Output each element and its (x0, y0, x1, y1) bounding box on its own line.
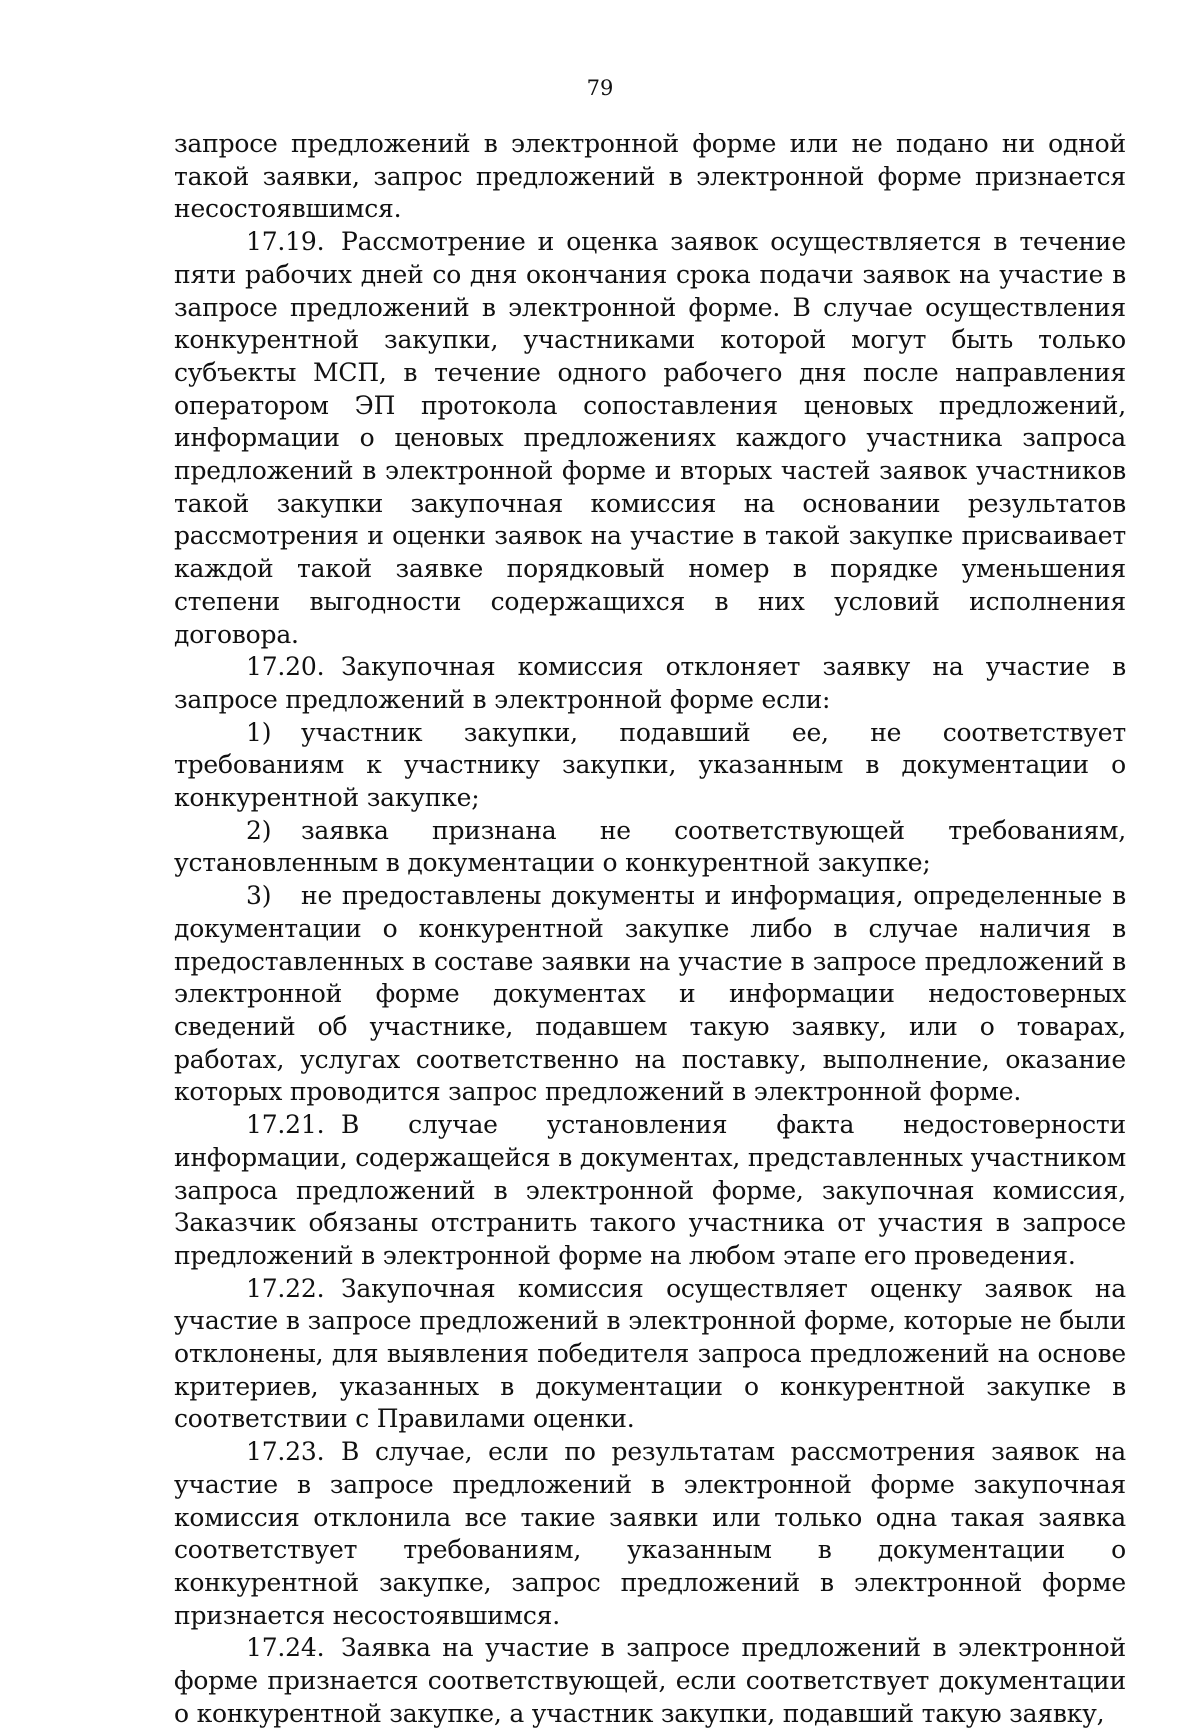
clause-text: Рассмотрение и оценка заявок осуществляется в течение пяти рабочих дней со дня окончания срока подачи заявок на участие в запросе предложений в электронной форме. В случае осуществления конкурентной закупки, участниками которой могут быть только субъекты МСП, в течение одного рабочего дня после направления оператором ЭП протокола сопоставления ценовых предложений, информации о ценовых предложениях каждого участника запроса предложений в электронной форме и вторых частей заявок участников такой закупки закупочная комиссия на основании результатов рассмотрения и оценки заявок на участие в такой закупке присваивает каждой такой заявке порядковый номер в порядке уменьшения степени выгодности содержащихся в них условий исполнения договора. (174, 227, 1126, 649)
list-item-text: заявка признана не соответствующей требованиям, установленным в документации о конкурентной закупке; (174, 815, 1126, 878)
clause-17-23 (174, 1436, 1126, 1632)
clause-text: В случае, если по результатам рассмотрения заявок на участие в запросе предложений в электронной форме закупочная комиссия отклонила все такие заявки или только одна такая заявка соответствует требованиям, указанным в документации о конкурентной закупке, запрос предложений в электронной форме признается несостоявшимся. (174, 1437, 1126, 1630)
list-item-2 (174, 815, 1126, 880)
paragraph-text: запросе предложений в электронной форме или не подано ни одной такой заявки, запрос предложений в электронной форме признается несостоявшимся. (174, 129, 1126, 224)
page-number: 79 (586, 76, 614, 100)
list-item-3 (174, 880, 1126, 1109)
clause-number: 17.22. (246, 1273, 325, 1303)
list-item-number: 2) (246, 815, 272, 845)
list-item-text: участник закупки, подавший ее, не соответствует требованиям к участнику закупки, указанным в документации о конкурентной закупке; (174, 717, 1126, 813)
clause-number: 17.21. (246, 1110, 325, 1140)
clause-text: Заявка на участие в запросе предложений в электронной форме признается соответствующей, если соответствует документации о конкурентной закупке, а участник закупки, подавший такую заявку, (174, 1633, 1126, 1728)
paragraph-continuation (174, 128, 1126, 226)
clause-number: 17.20. (246, 652, 325, 682)
list-item-number: 3) (246, 881, 272, 911)
clause-17-24 (174, 1632, 1126, 1730)
clause-text: Закупочная комиссия осуществляет оценку заявок на участие в запросе предложений в электронной форме, которые не были отклонены, для выявления победителя запроса предложений на основе критериев, указанных в документации о конкурентной закупке в соответствии с Правилами оценки. (174, 1273, 1126, 1434)
document-body (174, 128, 1126, 1730)
list-item-text: не предоставлены документы и информация, определенные в документации о конкурентной закупке либо в случае наличия в предоставленных в составе заявки на участие в запросе предложений в электронной форме документах и информации недостоверных сведений об участнике, подавшем такую заявку, или о товарах, работах, услугах соответственно на поставку, выполнение, оказание которых проводится запрос предложений в электронной форме. (174, 881, 1126, 1107)
list-item-number: 1) (246, 717, 272, 747)
clause-number: 17.23. (246, 1437, 325, 1467)
clause-17-19 (174, 226, 1126, 651)
clause-17-22 (174, 1273, 1126, 1437)
list-item-1 (174, 717, 1126, 815)
clause-17-20 (174, 651, 1126, 716)
clause-text: В случае установления факта недостоверности информации, содержащейся в документах, представленных участником запроса предложений в электронной форме, закупочная комиссия, Заказчик обязаны отстранить такого участника от участия в запросе предложений в электронной форме на любом этапе его проведения. (174, 1110, 1126, 1270)
clause-17-21 (174, 1109, 1126, 1273)
clause-number: 17.24. (246, 1633, 325, 1663)
clause-text: Закупочная комиссия отклоняет заявку на участие в запросе предложений в электронной форме если: (174, 652, 1126, 714)
clause-number: 17.19. (246, 227, 325, 257)
